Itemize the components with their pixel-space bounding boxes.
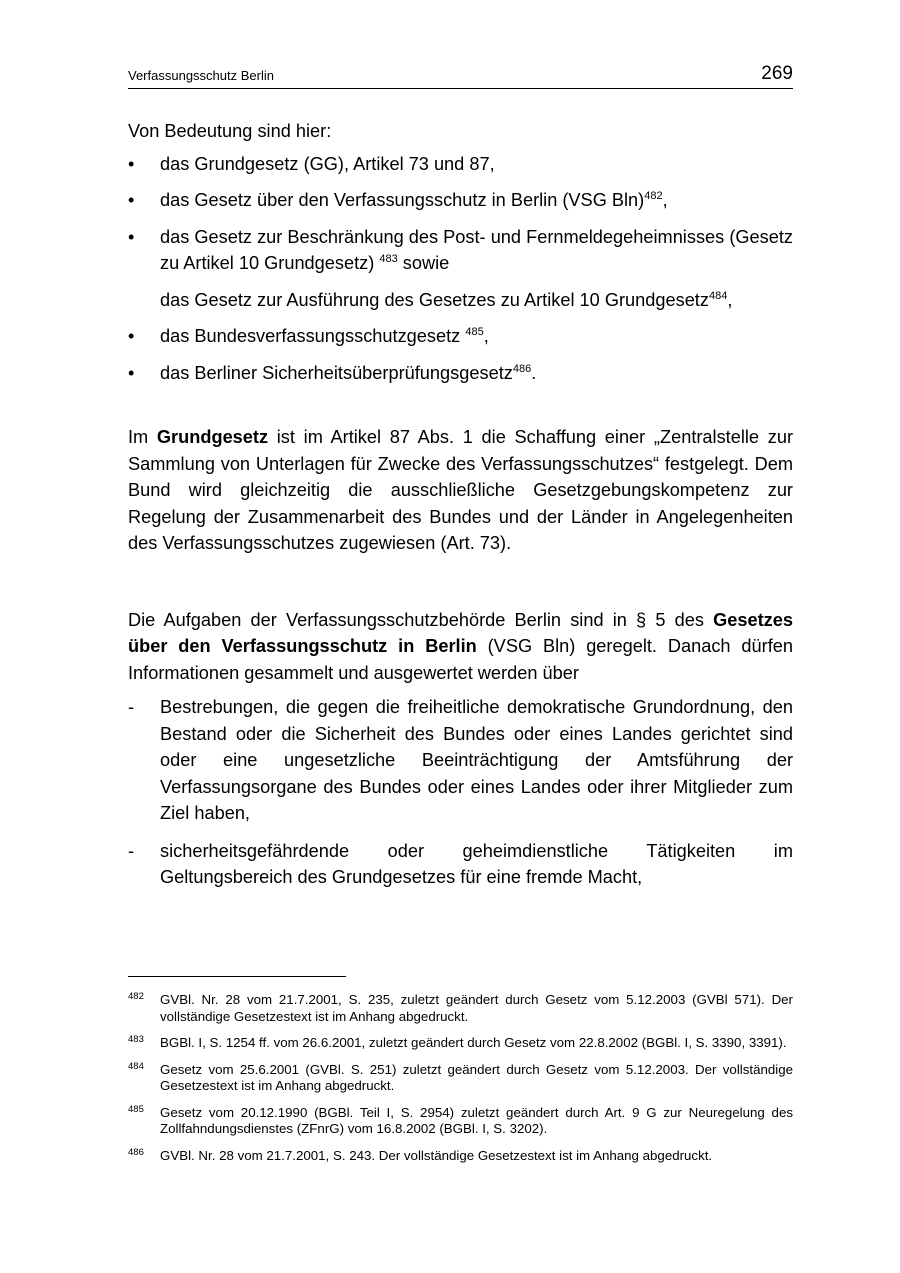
- footnote: 484 Gesetz vom 25.6.2001 (GVBl. S. 251) zuletzt geändert durch Gesetz vom 5.12.2003. Der vollständige Gesetzestext ist im Anhang abgedruckt.: [128, 1060, 793, 1093]
- bullet-icon: •: [128, 326, 135, 346]
- list-item: • das Gesetz über den Verfassungsschutz in Berlin (VSG Bln)$^{482}$,: [128, 187, 793, 214]
- page-number: 269: [761, 63, 793, 84]
- list-item: • das Berliner Sicherheitsüberprüfungsgesetz$^{486}$.: [128, 360, 793, 387]
- footnote: 486 GVBl. Nr. 28 vom 21.7.2001, S. 243. Der vollständige Gesetzestext ist im Anhang abgedruckt.: [128, 1146, 713, 1163]
- dash-marker: -: [128, 840, 135, 861]
- list-item: • das Gesetz zur Beschränkung des Post- und Fernmeldegeheimnisses (Gesetz zu Artikel 10 Grundgesetz) $^{483}$ sowie: [128, 224, 793, 277]
- dash-marker: -: [128, 697, 135, 717]
- list-item: • das Bundesverfassungsschutzgesetz $^{485}$,: [128, 323, 793, 350]
- footnote: 482 GVBl. Nr. 28 vom 21.7.2001, S. 235, zuletzt geändert durch Gesetz vom 5.12.2003 (GVBl 571). Der vollständige Gesetzestext ist im Anhang abgedruckt.: [128, 991, 793, 1024]
- bullet-icon: •: [128, 226, 135, 247]
- intro-text: Von Bedeutung sind hier:: [128, 121, 332, 141]
- footnote-ref[interactable]: 486: [512, 362, 532, 375]
- task-list: [128, 694, 793, 891]
- paragraph-vsg: Die Aufgaben der Verfassungsschutzbehörde Berlin sind in § 5 des Gesetzes über den Verfassungsschutz in Berlin (VSG Bln) geregelt. Danach dürfen Informationen gesammelt und ausgewertet werden über: [128, 609, 793, 683]
- bullet-icon: •: [128, 153, 135, 174]
- footnote: 485 Gesetz vom 20.12.1990 (BGBl. Teil I, S. 2954) zuletzt geändert durch Art. 9 G zur Neuregelung des Zollfahndungsdienstes (ZFnrG) vom 16.8.2002 (BGBl. I, S. 3202).: [128, 1103, 793, 1136]
- footnote-ref[interactable]: 482: [644, 190, 663, 202]
- paragraph-grundgesetz: Im Grundgesetz ist im Artikel 87 Abs. 1 die Schaffung einer „Zentralstelle zur Sammlung von Unterlagen für Zwecke des Verfassungsschutzes“ festgelegt. Dem Bund wird gleichzeitig die ausschließliche Gesetzgebungskompetenz zur Regelung der Zusammenarbeit des Bundes und der Länder in Angelegenheiten des Verfassungsschutzes zugewiesen (Art. 73).: [128, 427, 793, 553]
- footnote: 483 BGBl. I, S. 1254 ff. vom 26.6.2001, zuletzt geändert durch Gesetz vom 22.8.2002 (BGBl. I, S. 3390, 3391).: [128, 1034, 787, 1050]
- list-item: - Bestrebungen, die gegen die freiheitliche demokratische Grundordnung, den Bestand oder die Sicherheit des Bundes oder eines Landes gerichtet sind oder eine ungesetzliche Beeinträchtigung der Amtsführung der Verfassungsorgane des Bundes oder eines Landes oder ihrer Mitglieder zum Ziel haben,: [128, 694, 793, 827]
- list-item: - sicherheitsgefährdende oder geheimdienstliche Tätigkeiten im Geltungsbereich des Grundgesetzes für eine fremde Macht,: [128, 838, 793, 891]
- footnotes: [128, 992, 793, 1174]
- footnote-ref[interactable]: 484: [708, 289, 728, 302]
- header-title: Verfassungsschutz Berlin: [128, 68, 274, 83]
- footnote-ref[interactable]: 483: [379, 253, 398, 265]
- list-item-continuation: das Gesetz zur Ausführung des Gesetzes zu Artikel 10 Grundgesetz$^{484}$,: [160, 289, 733, 310]
- page-header: [128, 60, 793, 89]
- law-list-cont: [128, 323, 793, 386]
- body-text: [128, 118, 793, 902]
- bullet-icon: •: [128, 362, 135, 383]
- law-list: [128, 151, 793, 277]
- list-item: • das Grundgesetz (GG), Artikel 73 und 87,: [128, 151, 793, 178]
- footnote-divider: [128, 976, 346, 977]
- footnote-ref[interactable]: 485: [465, 326, 484, 338]
- bullet-icon: •: [128, 190, 135, 210]
